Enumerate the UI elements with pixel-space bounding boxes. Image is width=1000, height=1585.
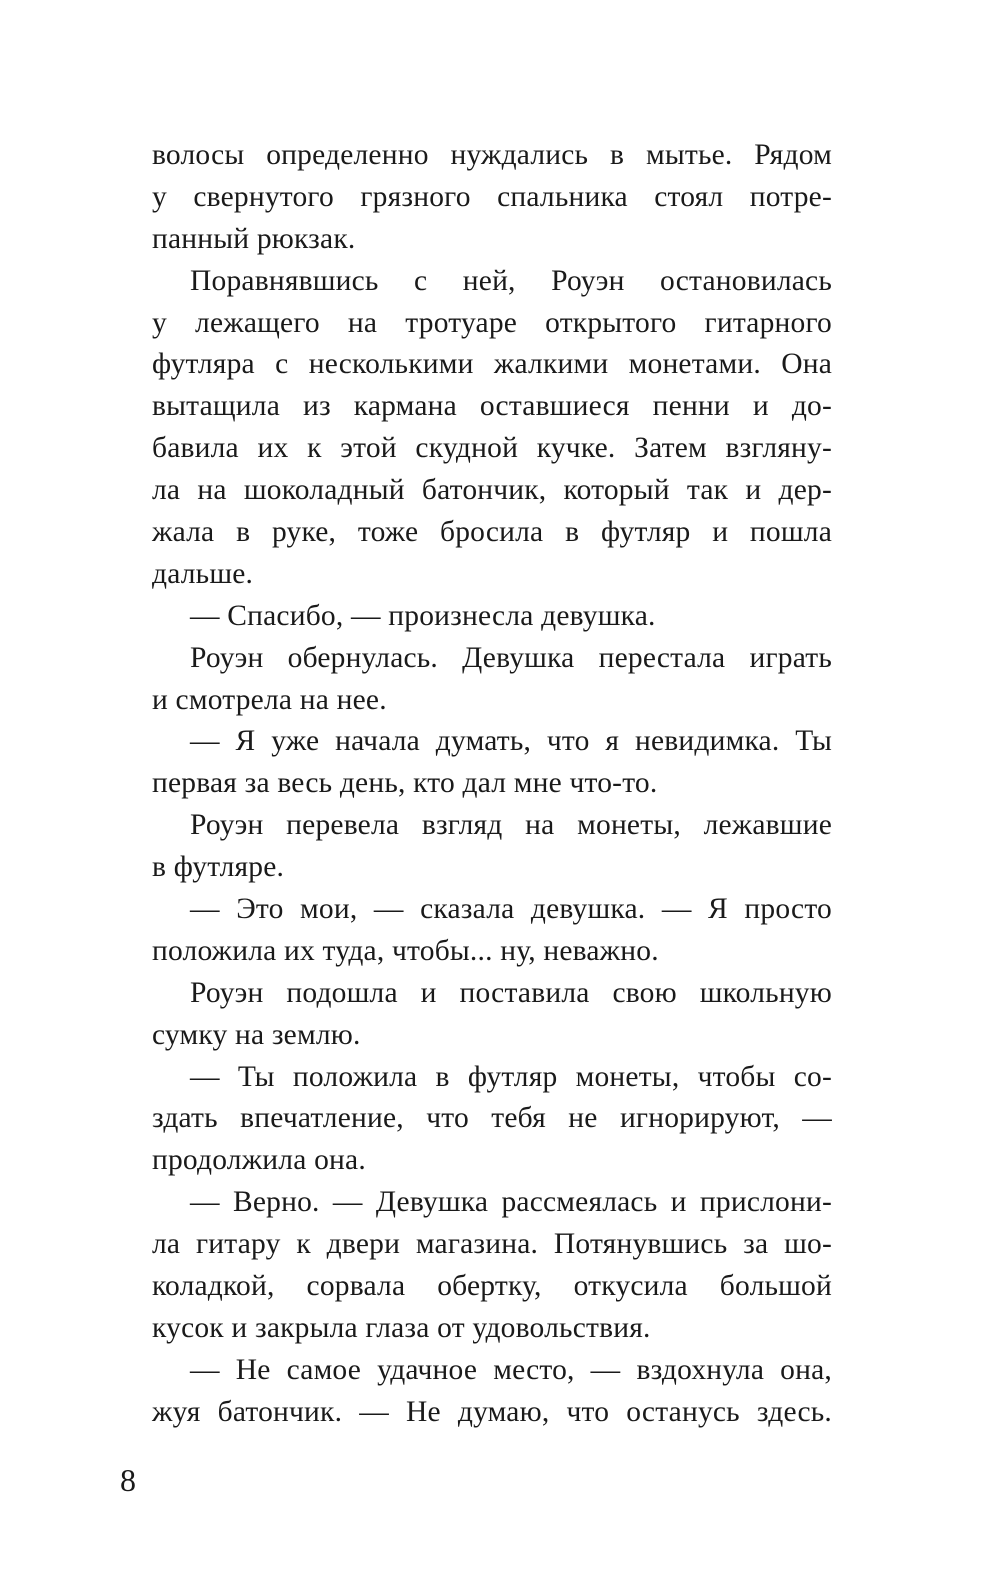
text-line: Роуэн обернулась. Девушка перестала играть	[190, 641, 832, 674]
text-line: вытащила из кармана оставшиеся пенни и до-	[152, 390, 832, 423]
page-body-text	[152, 135, 832, 1434]
text-line: — Это мои, — сказала девушка. — Я просто	[190, 893, 832, 926]
text-line: здать впечатление, что тебя не игнорируют, —	[152, 1102, 832, 1135]
text-line: первая за весь день, кто дал мне что-то.	[152, 767, 658, 800]
text-line: в футляре.	[152, 851, 285, 884]
text-line: Роуэн перевела взгляд на монеты, лежавшие	[190, 809, 832, 842]
text-line: жала в руке, тоже бросила в футляр и пошла	[152, 516, 832, 549]
text-line: панный рюкзак.	[152, 222, 356, 255]
text-line: жуя батончик. — Не думаю, что останусь здесь.	[152, 1395, 832, 1428]
text-line: — Ты положила в футляр монеты, чтобы со-	[190, 1060, 832, 1093]
text-line: коладкой, сорвала обертку, откусила большой	[152, 1270, 832, 1303]
text-line: у лежащего на тротуаре открытого гитарного	[152, 306, 832, 339]
text-line: — Я уже начала думать, что я невидимка. Ты	[190, 725, 832, 758]
text-line: — Спасибо, — произнесла девушка.	[190, 599, 656, 632]
text-line: ла на шоколадный батончик, который так и дер-	[152, 474, 832, 507]
text-line: ла гитару к двери магазина. Потянувшись за шо-	[152, 1228, 832, 1261]
text-line: у свернутого грязного спальника стоял потре-	[152, 180, 832, 213]
text-line: положила их туда, чтобы... ну, неважно.	[152, 934, 659, 967]
text-line: Роуэн подошла и поставила свою школьную	[190, 976, 832, 1009]
text-line: волосы определенно нуждались в мытье. Рядом	[152, 139, 832, 171]
text-line: продолжила она.	[152, 1144, 366, 1177]
text-line: футляра с несколькими жалкими монетами. Она	[152, 348, 832, 381]
page-number: 8	[120, 1462, 136, 1498]
text-line: — Верно. — Девушка рассмеялась и прислони-	[190, 1186, 832, 1219]
text-line: бавила их к этой скудной кучке. Затем взгляну-	[152, 432, 832, 465]
text-line: дальше.	[152, 557, 254, 590]
text-line: — Не самое удачное место, — вздохнула она,	[190, 1353, 832, 1386]
text-line: кусок и закрыла глаза от удовольствия.	[152, 1311, 651, 1344]
text-line: и смотрела на нее.	[152, 683, 387, 716]
text-line: Поравнявшись с ней, Роуэн остановилась	[190, 264, 832, 297]
text-line: сумку на землю.	[152, 1018, 361, 1051]
